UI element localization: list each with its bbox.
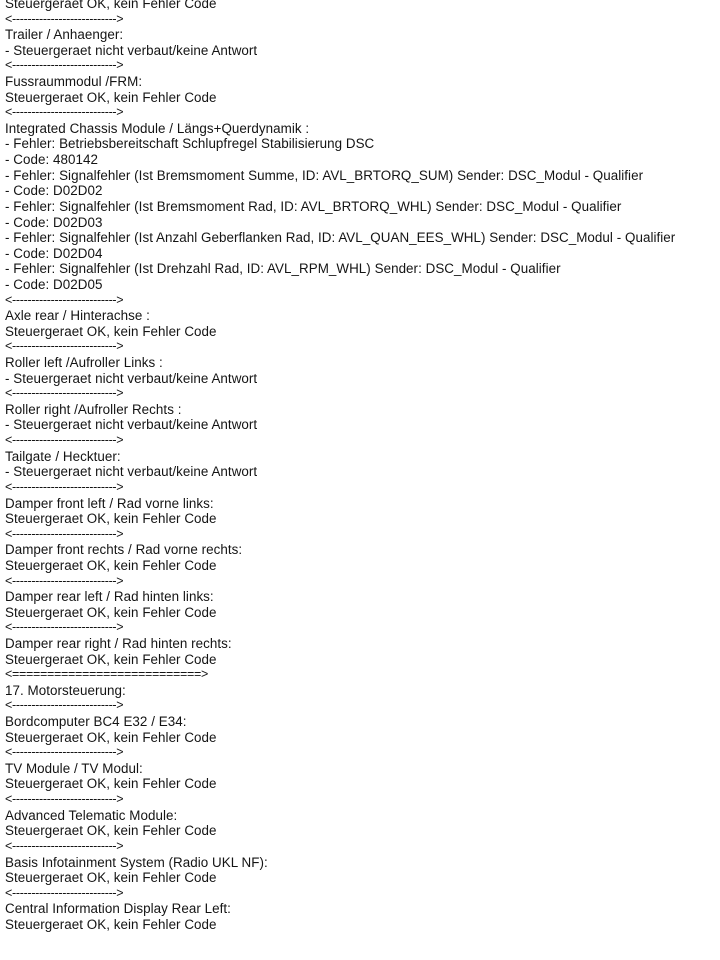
- fault-code-line: - Code: D02D02: [5, 183, 103, 199]
- separator-line: <--------------------------->: [5, 339, 124, 354]
- module-heading: TV Module / TV Modul:: [5, 760, 143, 776]
- module-heading: Damper rear left / Rad hinten links:: [5, 589, 214, 605]
- module-heading: Basis Infotainment System (Radio UKL NF):: [5, 854, 268, 870]
- separator-line: <--------------------------->: [5, 292, 124, 307]
- status-line: Steuergeraet OK, kein Fehler Code: [5, 916, 217, 932]
- status-line: Steuergeraet OK, kein Fehler Code: [5, 0, 217, 11]
- fault-code-line: - Code: D02D05: [5, 276, 103, 292]
- status-line: - Steuergeraet nicht verbaut/keine Antwort: [5, 42, 258, 58]
- fault-message-line: - Fehler: Signalfehler (Ist Bremsmoment Rad, ID: AVL_BRTORQ_WHL) Sender: DSC_Modul - Qualifier: [5, 198, 622, 214]
- module-heading: Roller left /Aufroller Links :: [5, 355, 163, 371]
- separator-line: <--------------------------->: [5, 745, 124, 760]
- separator-line: <--------------------------->: [5, 386, 124, 401]
- module-heading: Central Information Display Rear Left:: [5, 901, 231, 917]
- separator-line: <--------------------------->: [5, 105, 124, 120]
- status-line: Steuergeraet OK, kein Fehler Code: [5, 604, 217, 620]
- status-line: - Steuergeraet nicht verbaut/keine Antwort: [5, 370, 258, 386]
- module-heading: Tailgate / Hecktuer:: [5, 448, 121, 464]
- separator-line: <--------------------------->: [5, 11, 124, 26]
- module-heading: Fussraummodul /FRM:: [5, 74, 143, 90]
- module-heading: Damper rear right / Rad hinten rechts:: [5, 635, 232, 651]
- status-line: Steuergeraet OK, kein Fehler Code: [5, 651, 217, 667]
- separator-line: <--------------------------->: [5, 620, 124, 635]
- status-line: - Steuergeraet nicht verbaut/keine Antwort: [5, 417, 258, 433]
- fault-message-line: - Fehler: Signalfehler (Ist Anzahl Geberflanken Rad, ID: AVL_QUAN_EES_WHL) Sender: DSC_Modul - Qualifier: [5, 230, 676, 246]
- status-line: Steuergeraet OK, kein Fehler Code: [5, 776, 217, 792]
- status-line: Steuergeraet OK, kein Fehler Code: [5, 870, 217, 886]
- separator-line: <--------------------------->: [5, 479, 124, 494]
- module-heading: Integrated Chassis Module / Längs+Querdynamik :: [5, 120, 310, 136]
- module-heading: Damper front left / Rad vorne links:: [5, 495, 214, 511]
- module-heading: Trailer / Anhaenger:: [5, 27, 124, 43]
- separator-line: <===========================>: [5, 667, 208, 682]
- module-heading: Bordcomputer BC4 E32 / E34:: [5, 714, 187, 730]
- status-line: - Steuergeraet nicht verbaut/keine Antwort: [5, 464, 258, 480]
- status-line: Steuergeraet OK, kein Fehler Code: [5, 323, 217, 339]
- diagnostic-log: [5, 0, 720, 933]
- separator-line: <--------------------------->: [5, 433, 124, 448]
- separator-line: <--------------------------->: [5, 58, 124, 73]
- status-line: Steuergeraet OK, kein Fehler Code: [5, 729, 217, 745]
- module-heading: Damper front rechts / Rad vorne rechts:: [5, 542, 243, 558]
- separator-line: <--------------------------->: [5, 885, 124, 900]
- status-line: Steuergeraet OK, kein Fehler Code: [5, 89, 217, 105]
- status-line: Steuergeraet OK, kein Fehler Code: [5, 823, 217, 839]
- fault-message-line: - Fehler: Signalfehler (Ist Bremsmoment Summe, ID: AVL_BRTORQ_SUM) Sender: DSC_Modul - Qualifier: [5, 167, 644, 183]
- separator-line: <--------------------------->: [5, 838, 124, 853]
- separator-line: <--------------------------->: [5, 698, 124, 713]
- separator-line: <--------------------------->: [5, 573, 124, 588]
- fault-code-line: - Code: D02D04: [5, 245, 103, 261]
- module-heading: Advanced Telematic Module:: [5, 807, 178, 823]
- module-heading: Axle rear / Hinterachse :: [5, 308, 150, 324]
- separator-line: <--------------------------->: [5, 792, 124, 807]
- separator-line: <--------------------------->: [5, 526, 124, 541]
- module-heading: 17. Motorsteuerung:: [5, 682, 126, 698]
- module-heading: Roller right /Aufroller Rechts :: [5, 401, 182, 417]
- status-line: Steuergeraet OK, kein Fehler Code: [5, 557, 217, 573]
- fault-message-line: - Fehler: Betriebsbereitschaft Schlupfregel Stabilisierung DSC: [5, 136, 375, 152]
- fault-message-line: - Fehler: Signalfehler (Ist Drehzahl Rad, ID: AVL_RPM_WHL) Sender: DSC_Modul - Qualifier: [5, 261, 561, 277]
- fault-code-line: - Code: 480142: [5, 152, 99, 168]
- status-line: Steuergeraet OK, kein Fehler Code: [5, 511, 217, 527]
- fault-code-line: - Code: D02D03: [5, 214, 103, 230]
